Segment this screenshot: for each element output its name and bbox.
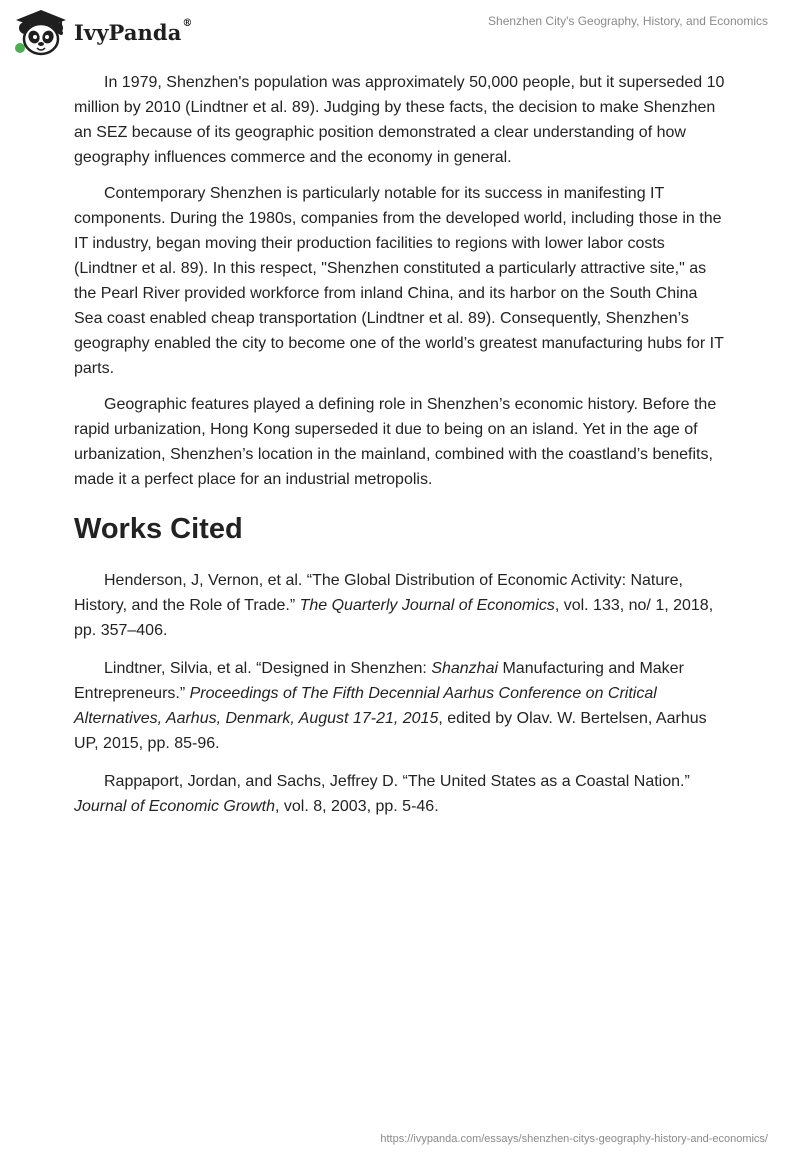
works-cited-heading: Works Cited	[74, 513, 243, 545]
running-title: Shenzhen City's Geography, History, and Economics	[488, 14, 768, 28]
citation-entry: Henderson, J, Vernon, et al. “The Global Distribution of Economic Activity: Nature, History, and the Role of Trade.” The Quarterly Journal of Economics, vol. 133, no/ 1, 2018, pp. 357–406.	[74, 572, 714, 639]
panda-icon	[14, 8, 68, 56]
source-url[interactable]: https://ivypanda.com/essays/shenzhen-citys-geography-history-and-economics/	[380, 1133, 768, 1145]
page-header	[0, 0, 800, 62]
paragraph: Contemporary Shenzhen is particularly notable for its success in manifesting IT components. During the 1980s, companies from the developed world, including those in the IT industry, began moving their production facilities to regions with lower labor costs (Lindtner et al. 89). In this respect, "Shenzhen constituted a particularly attractive site," as the Pearl River provided workforce from inland China, and its harbor on the South China Sea coast enabled cheap transportation (Lindtner et al. 89). Consequently, Shenzhen’s geography enabled the city to become one of the world’s greatest manufacturing hubs for IT parts.	[74, 185, 724, 377]
citation-entry: Rappaport, Jordan, and Sachs, Jeffrey D. “The United States as a Coastal Nation.” Journal of Economic Growth, vol. 8, 2003, pp. 5-46.	[74, 773, 690, 815]
paragraph: In 1979, Shenzhen's population was approximately 50,000 people, but it superseded 10 million by 2010 (Lindtner et al. 89). Judging by these facts, the decision to make Shenzhen an SEZ because of its geographic position demonstrated a clear understanding of how geography influences commerce and the economy in general.	[74, 74, 725, 166]
citation-entry: Lindtner, Silvia, et al. “Designed in Shenzhen: Shanzhai Manufacturing and Maker Entrepreneurs.” Proceedings of The Fifth Decennial Aarhus Conference on Critical Alternatives, Aarhus, Denmark, August 17-21, 2015, edited by Olav. W. Bertelsen, Aarhus UP, 2015, pp. 85-96.	[74, 660, 707, 752]
essay-body	[74, 70, 726, 832]
ivypanda-logo[interactable]	[14, 8, 193, 56]
paragraph: Geographic features played a defining role in Shenzhen’s economic history. Before the rapid urbanization, Hong Kong superseded it due to being on an island. Yet in the age of urbanization, Shenzhen’s location in the mainland, combined with the coastland’s benefits, made it a perfect place for an industrial metropolis.	[74, 396, 717, 488]
brand-name: IvyPanda®	[74, 17, 193, 45]
